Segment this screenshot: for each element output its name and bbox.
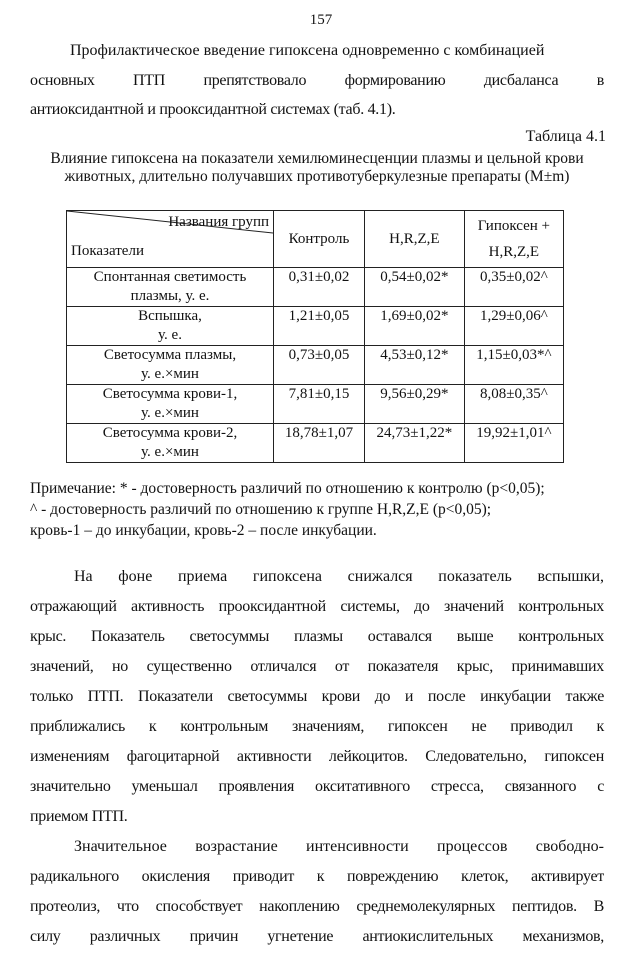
body-p2-line-2: радикального окисления приводит к повреждению клеток, активирует bbox=[30, 868, 604, 885]
body-p1-line-6: приближались к контрольным значениям, гипоксен не приводил к bbox=[30, 718, 604, 735]
body-p2-line-4: силу различных причин угнетение антиокислительных механизмов, bbox=[30, 928, 604, 945]
header-corner-cell bbox=[67, 211, 274, 268]
row-label-line2: плазмы, у. е. bbox=[130, 288, 210, 304]
row-label bbox=[67, 307, 274, 346]
cell-hrze: 4,53±0,12* bbox=[364, 346, 464, 385]
cell-hrze: 9,56±0,29* bbox=[364, 385, 464, 424]
row-label-line1: Светосумма плазмы, bbox=[103, 347, 237, 363]
row-label bbox=[67, 385, 274, 424]
row-label bbox=[67, 424, 274, 463]
header-hypoxen-line2: H,R,Z,E bbox=[488, 244, 540, 260]
intro-line-2: основных ПТП препятствовало формированию дисбаланса в bbox=[30, 72, 604, 89]
header-hrze: H,R,Z,E bbox=[364, 211, 464, 268]
table-note bbox=[30, 478, 620, 541]
header-hypoxen bbox=[464, 211, 563, 268]
body-p1-line-5: только ПТП. Показатели светосуммы крови до и после инкубации также bbox=[30, 688, 604, 705]
body-p1-line-7: изменениям фагоцитарной активности лейкоцитов. Следовательно, гипоксен bbox=[30, 748, 604, 765]
row-label bbox=[67, 346, 274, 385]
header-hypoxen-line1: Гипоксен + bbox=[477, 218, 551, 234]
table-row bbox=[67, 346, 564, 385]
table-caption: Влияние гипоксена на показатели хемилюминесценции плазмы и цельной крови животных, длительно получавших противотуберкулезные препараты (M±m) bbox=[50, 150, 584, 185]
cell-control: 0,31±0,02 bbox=[274, 268, 365, 307]
cell-hrze: 24,73±1,22* bbox=[364, 424, 464, 463]
cell-control: 18,78±1,07 bbox=[274, 424, 365, 463]
intro-line-3: антиоксидантной и прооксидантной системах (таб. 4.1). bbox=[30, 101, 396, 118]
table-row bbox=[67, 385, 564, 424]
row-label-line1: Светосумма крови-1, bbox=[102, 386, 238, 402]
data-table bbox=[66, 210, 564, 463]
body-p2-line-1: Значительное возрастание интенсивности процессов свободно- bbox=[74, 838, 604, 855]
header-indicators-label: Показатели bbox=[71, 243, 144, 259]
cell-control: 7,81±0,15 bbox=[274, 385, 365, 424]
row-label-line1: Вспышка, bbox=[138, 308, 202, 324]
note-line-2: ^ - достоверность различий по отношению к группе H,R,Z,E (p<0,05); bbox=[30, 501, 492, 518]
note-line-1: Примечание: * - достоверность различий по отношению к контролю (p<0,05); bbox=[30, 480, 545, 497]
cell-hypoxen: 8,08±0,35^ bbox=[464, 385, 563, 424]
row-label-line2: у. е. bbox=[158, 327, 182, 343]
note-line-3: кровь-1 – до инкубации, кровь-2 – после инкубации. bbox=[30, 522, 377, 539]
body-p1-line-4: значений, но существенно отличался от показателя крыс, принимавших bbox=[30, 658, 604, 675]
table-row bbox=[67, 424, 564, 463]
row-label bbox=[67, 268, 274, 307]
body-p1-line-1: На фоне приема гипоксена снижался показатель вспышки, bbox=[74, 568, 604, 585]
body-p1-line-2: отражающий активность прооксидантной системы, до значений контрольных bbox=[30, 598, 604, 615]
cell-hrze: 1,69±0,02* bbox=[364, 307, 464, 346]
header-groups-label: Названия групп bbox=[168, 214, 269, 230]
cell-hypoxen: 0,35±0,02^ bbox=[464, 268, 563, 307]
table-row bbox=[67, 307, 564, 346]
body-p1-line-3: крыс. Показатель светосуммы плазмы оставался выше контрольных bbox=[30, 628, 604, 645]
row-label-line2: у. е.×мин bbox=[141, 405, 199, 421]
body-p1-line-9: приемом ПТП. bbox=[30, 808, 128, 825]
cell-hypoxen: 1,29±0,06^ bbox=[464, 307, 563, 346]
cell-control: 0,73±0,05 bbox=[274, 346, 365, 385]
row-label-line1: Светосумма крови-2, bbox=[102, 425, 238, 441]
cell-hrze: 0,54±0,02* bbox=[364, 268, 464, 307]
table-label: Таблица 4.1 bbox=[525, 128, 606, 145]
row-label-line1: Спонтанная светимость bbox=[93, 269, 247, 285]
page-number: 157 bbox=[309, 12, 333, 28]
row-label-line2: у. е.×мин bbox=[141, 366, 199, 382]
body-p1-line-8: значительно уменьшал проявления окситативного стресса, связанного с bbox=[30, 778, 604, 795]
cell-hypoxen: 19,92±1,01^ bbox=[464, 424, 563, 463]
intro-line-1: Профилактическое введение гипоксена одновременно с комбинацией bbox=[70, 42, 545, 59]
cell-hypoxen: 1,15±0,03*^ bbox=[464, 346, 563, 385]
body-p2-line-3: протеолиз, что способствует накоплению среднемолекулярных пептидов. В bbox=[30, 898, 604, 915]
table-row bbox=[67, 268, 564, 307]
table-header-row bbox=[67, 211, 564, 268]
row-label-line2: у. е.×мин bbox=[141, 444, 199, 460]
header-control: Контроль bbox=[274, 211, 365, 268]
cell-control: 1,21±0,05 bbox=[274, 307, 365, 346]
